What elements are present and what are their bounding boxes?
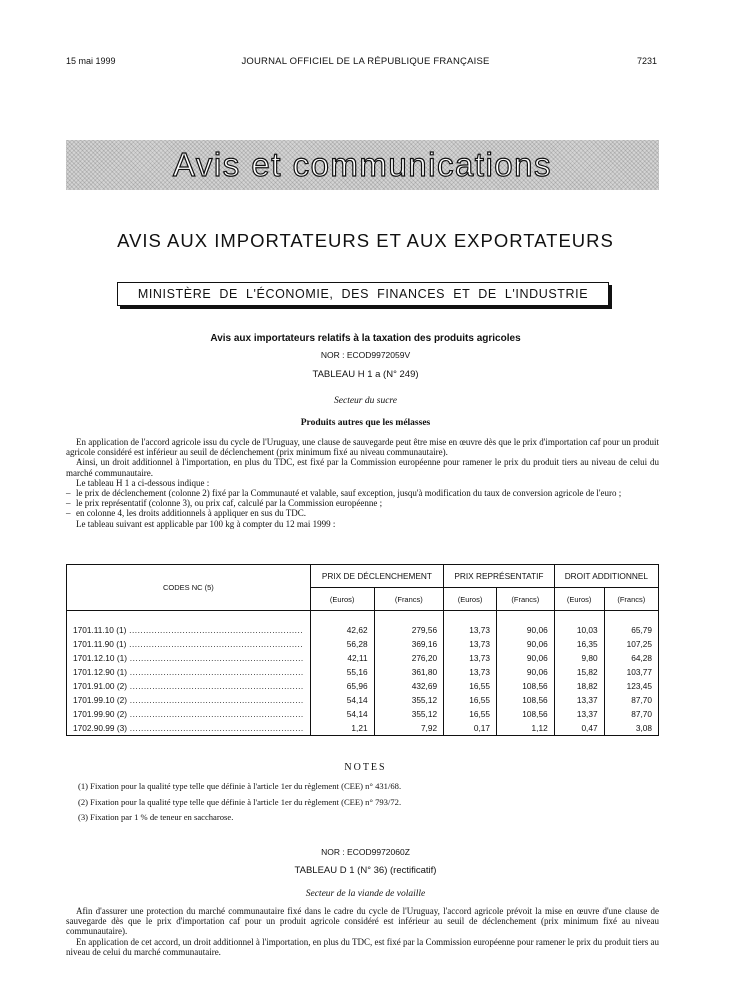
table-row <box>67 721 659 736</box>
intro-text <box>66 437 659 529</box>
value-cell: 18,82 <box>554 679 604 693</box>
header-date: 15 mai 1999 <box>66 56 116 66</box>
group-header: PRIX REPRÉSENTATIF <box>444 565 555 588</box>
value-cell: 55,16 <box>310 665 374 679</box>
list-item: – le prix représentatif (colonne 3), ou prix caf, calculé par la Commission européenne ; <box>66 498 659 508</box>
value-cell: 108,56 <box>497 707 555 721</box>
value-cell: 87,70 <box>604 693 658 707</box>
list-item: – le prix de déclenchement (colonne 2) fixé par la Communauté et valable, sauf exception, jusqu'à modification du taux de conversion agricole de l'euro ; <box>66 488 659 498</box>
value-cell: 13,73 <box>444 623 497 637</box>
value-cell: 54,14 <box>310 707 374 721</box>
value-cell: 7,92 <box>374 721 444 736</box>
value-cell: 90,06 <box>497 623 555 637</box>
unit-header: (Euros) <box>310 588 374 611</box>
note: (2) Fixation pour la qualité type telle que définie à l'article 1er du règlement (CEE) n° 793/72. <box>78 796 402 807</box>
value-cell: 369,16 <box>374 637 444 651</box>
value-cell: 64,28 <box>604 651 658 665</box>
value-cell: 123,45 <box>604 679 658 693</box>
value-cell: 42,11 <box>310 651 374 665</box>
value-cell: 1,21 <box>310 721 374 736</box>
note: (1) Fixation pour la qualité type telle que définie à l'article 1er du règlement (CEE) n° 431/68. <box>78 781 402 791</box>
table-row <box>67 665 659 679</box>
ministry-box <box>117 282 609 306</box>
nc-code-cell: 1701.12.10 (1) ..... <box>67 651 311 665</box>
group-header: DROIT ADDITIONNEL <box>554 565 658 588</box>
nc-code-cell: 1702.90.99 (3) ..... <box>67 721 311 736</box>
sector-poultry: Secteur de la viande de volaille <box>305 889 426 899</box>
value-cell: 10,03 <box>554 623 604 637</box>
paragraph: En application de l'accord agricole issu du cycle de l'Uruguay, une clause de sauvegarde peut être mise en œuvre dès que le prix d'importation caf pour un produit agricole considéré est inférieur au seuil de déclenchement (prix minimum fixé au niveau communautaire). <box>66 437 659 458</box>
unit-header: (Euros) <box>444 588 497 611</box>
value-cell: 361,80 <box>374 665 444 679</box>
nc-code-cell: 1701.99.10 (2) ..... <box>67 693 311 707</box>
ministry-name: MINISTÈRE DE L'ÉCONOMIE, DES FINANCES ET DE L'INDUSTRIE <box>137 287 589 301</box>
codes-header: CODES NC (5) <box>67 565 311 611</box>
value-cell: 1,12 <box>497 721 555 736</box>
unit-header: (Francs) <box>497 588 555 611</box>
nor-reference-1: NOR : ECOD9972059V <box>320 350 411 360</box>
notice-title: Avis aux importateurs relatifs à la taxation des produits agricoles <box>210 333 521 344</box>
poultry-text <box>66 906 659 957</box>
value-cell: 16,35 <box>554 637 604 651</box>
value-cell: 16,55 <box>444 693 497 707</box>
nc-code-cell: 1701.99.90 (2) ..... <box>67 707 311 721</box>
value-cell: 103,77 <box>604 665 658 679</box>
value-cell: 90,06 <box>497 651 555 665</box>
value-cell: 13,37 <box>554 707 604 721</box>
value-cell: 108,56 <box>497 679 555 693</box>
table-row <box>67 623 659 637</box>
section-title: AVIS AUX IMPORTATEURS ET AUX EXPORTATEURS <box>117 230 614 251</box>
value-cell: 16,55 <box>444 679 497 693</box>
value-cell: 0,17 <box>444 721 497 736</box>
table-intro: Le tableau suivant est applicable par 100 kg à compter du 12 mai 1999 : <box>76 518 336 529</box>
value-cell: 276,20 <box>374 651 444 665</box>
value-cell: 279,56 <box>374 623 444 637</box>
note: (3) Fixation par 1 % de teneur en saccharose. <box>78 812 234 822</box>
unit-header: (Euros) <box>554 588 604 611</box>
table-h1a-title: TABLEAU H 1 a (N° 249) <box>312 369 419 380</box>
header-page-number: 7231 <box>636 56 657 66</box>
value-cell: 9,80 <box>554 651 604 665</box>
unit-header: (Francs) <box>604 588 658 611</box>
section-banner <box>66 140 659 190</box>
table-row <box>67 707 659 721</box>
table-d1-title: TABLEAU D 1 (N° 36) (rectificatif) <box>294 865 437 876</box>
value-cell: 65,96 <box>310 679 374 693</box>
value-cell: 108,56 <box>497 693 555 707</box>
table-row <box>67 637 659 651</box>
value-cell: 355,12 <box>374 693 444 707</box>
banner-title: Avis et communications <box>172 146 553 183</box>
nc-code-cell: 1701.12.90 (1) ..... <box>67 665 311 679</box>
nc-code-cell: 1701.11.10 (1) ..... <box>67 623 311 637</box>
table-row <box>67 679 659 693</box>
value-cell: 90,06 <box>497 637 555 651</box>
notes-title: NOTES <box>344 762 387 773</box>
value-cell: 355,12 <box>374 707 444 721</box>
table-spacer <box>67 611 659 624</box>
value-cell: 0,47 <box>554 721 604 736</box>
value-cell: 13,73 <box>444 637 497 651</box>
nor-reference-2: NOR : ECOD9972060Z <box>321 847 410 857</box>
value-cell: 13,37 <box>554 693 604 707</box>
sector-sugar: Secteur du sucre <box>334 396 397 406</box>
group-header: PRIX DE DÉCLENCHEMENT <box>310 565 443 588</box>
prices-table <box>66 564 659 736</box>
value-cell: 16,55 <box>444 707 497 721</box>
notes-list <box>78 779 658 826</box>
list-item: – en colonne 4, les droits additionnels à appliquer en sus du TDC. <box>66 508 659 518</box>
value-cell: 90,06 <box>497 665 555 679</box>
value-cell: 15,82 <box>554 665 604 679</box>
value-cell: 13,73 <box>444 651 497 665</box>
unit-header: (Francs) <box>374 588 444 611</box>
value-cell: 87,70 <box>604 707 658 721</box>
paragraph: Ainsi, un droit additionnel à l'importation, en plus du TDC, est fixé par la Commission européenne pour ramener le prix du produit tiers au niveau de celui du marché communautaire. <box>66 457 659 478</box>
value-cell: 3,08 <box>604 721 658 736</box>
nc-code-cell: 1701.11.90 (1) ..... <box>67 637 311 651</box>
value-cell: 56,28 <box>310 637 374 651</box>
paragraph: Afin d'assurer une protection du marché communautaire fixé dans le cadre du cycle de l'Uruguay, l'accord agricole prévoit la mise en œuvre d'une clause de sauvegarde dès que le prix d'importation caf pour un produit agricole considéré est inférieur au seuil de déclenchement (prix minimum fixé au niveau communautaire). <box>66 906 659 937</box>
value-cell: 54,14 <box>310 693 374 707</box>
paragraph: Le tableau H 1 a ci-dessous indique : <box>76 477 210 488</box>
value-cell: 432,69 <box>374 679 444 693</box>
table-row <box>67 693 659 707</box>
value-cell: 13,73 <box>444 665 497 679</box>
header-journal-title: JOURNAL OFFICIEL DE LA RÉPUBLIQUE FRANÇAISE <box>241 56 490 67</box>
paragraph: En application de cet accord, un droit additionnel à l'importation, en plus du TDC, est fixé par la Commission européenne pour ramener le prix du produit tiers au niveau de celui du marché communautaire. <box>66 936 659 957</box>
value-cell: 107,25 <box>604 637 658 651</box>
value-cell: 42,62 <box>310 623 374 637</box>
nc-code-cell: 1701.91.00 (2) ..... <box>67 679 311 693</box>
products-heading: Produits autres que les mélasses <box>300 418 431 428</box>
value-cell: 65,79 <box>604 623 658 637</box>
table-row <box>67 651 659 665</box>
